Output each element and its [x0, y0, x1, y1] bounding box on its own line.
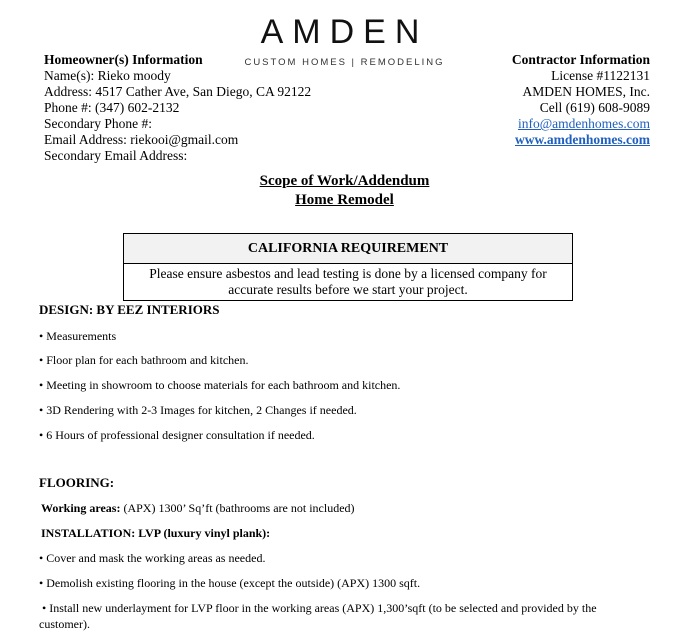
installation-title: INSTALLATION: LVP (luxury vinyl plank):	[41, 526, 271, 540]
design-item: • Floor plan for each bathroom and kitchen.	[39, 353, 249, 367]
homeowner-email: Email Address: riekooi@gmail.com	[44, 132, 239, 147]
contractor-company: AMDEN HOMES, Inc.	[522, 84, 650, 99]
design-section-title: DESIGN: BY EEZ INTERIORS	[39, 302, 220, 317]
contractor-cell: Cell (619) 608-9089	[539, 100, 650, 115]
working-areas-line	[41, 500, 355, 516]
logo-wordmark: AMDEN	[260, 13, 429, 51]
homeowner-secondary-email: Secondary Email Address:	[44, 148, 188, 163]
design-item: • Meeting in showroom to choose materials for each bathroom and kitchen.	[39, 378, 401, 392]
requirement-title: CALIFORNIA REQUIREMENT	[124, 234, 572, 264]
homeowner-info	[44, 52, 311, 164]
contractor-title: Contractor Information	[511, 52, 650, 67]
working-areas-value: (APX) 1300’ Sq’ft (bathrooms are not included)	[120, 501, 355, 515]
design-item: • Measurements	[39, 329, 117, 343]
contractor-website-link[interactable]: www.amdenhomes.com	[515, 132, 650, 147]
homeowner-title: Homeowner(s) Information	[44, 52, 203, 67]
design-item: • 3D Rendering with 2-3 Images for kitchen, 2 Changes if needed.	[39, 403, 357, 417]
document-heading	[0, 172, 689, 210]
homeowner-phone: Phone #: (347) 602-2132	[44, 100, 180, 115]
homeowner-name: Name(s): Rieko moody	[44, 68, 171, 83]
homeowner-address: Address: 4517 Cather Ave, San Diego, CA 92122	[44, 84, 312, 99]
california-requirement-box	[123, 233, 573, 301]
contractor-email-link[interactable]: info@amdenhomes.com	[517, 116, 650, 131]
logo-tagline: CUSTOM HOMES | REMODELING	[244, 57, 445, 68]
flooring-item: • Install new underlayment for LVP floor in the working areas (APX) 1,300’sqft (to be selected and provided by the customer).	[39, 601, 600, 631]
document-title: Scope of Work/Addendum	[259, 173, 430, 189]
contractor-info	[512, 52, 650, 148]
document-subtitle: Home Remodel	[295, 192, 394, 208]
flooring-item: • Cover and mask the working areas as needed.	[39, 551, 266, 565]
flooring-item: • Demolish existing flooring in the house (except the outside) (APX) 1300 sqft.	[39, 576, 421, 590]
design-item: • 6 Hours of professional designer consultation if needed.	[39, 428, 315, 442]
contractor-license: License #1122131	[551, 68, 650, 83]
working-areas-label: Working areas:	[41, 501, 121, 515]
flooring-section-title: FLOORING:	[39, 475, 115, 490]
requirement-body: Please ensure asbestos and lead testing is done by a licensed company for accurate results before we start your project.	[149, 266, 547, 297]
homeowner-secondary-phone: Secondary Phone #:	[44, 116, 152, 131]
